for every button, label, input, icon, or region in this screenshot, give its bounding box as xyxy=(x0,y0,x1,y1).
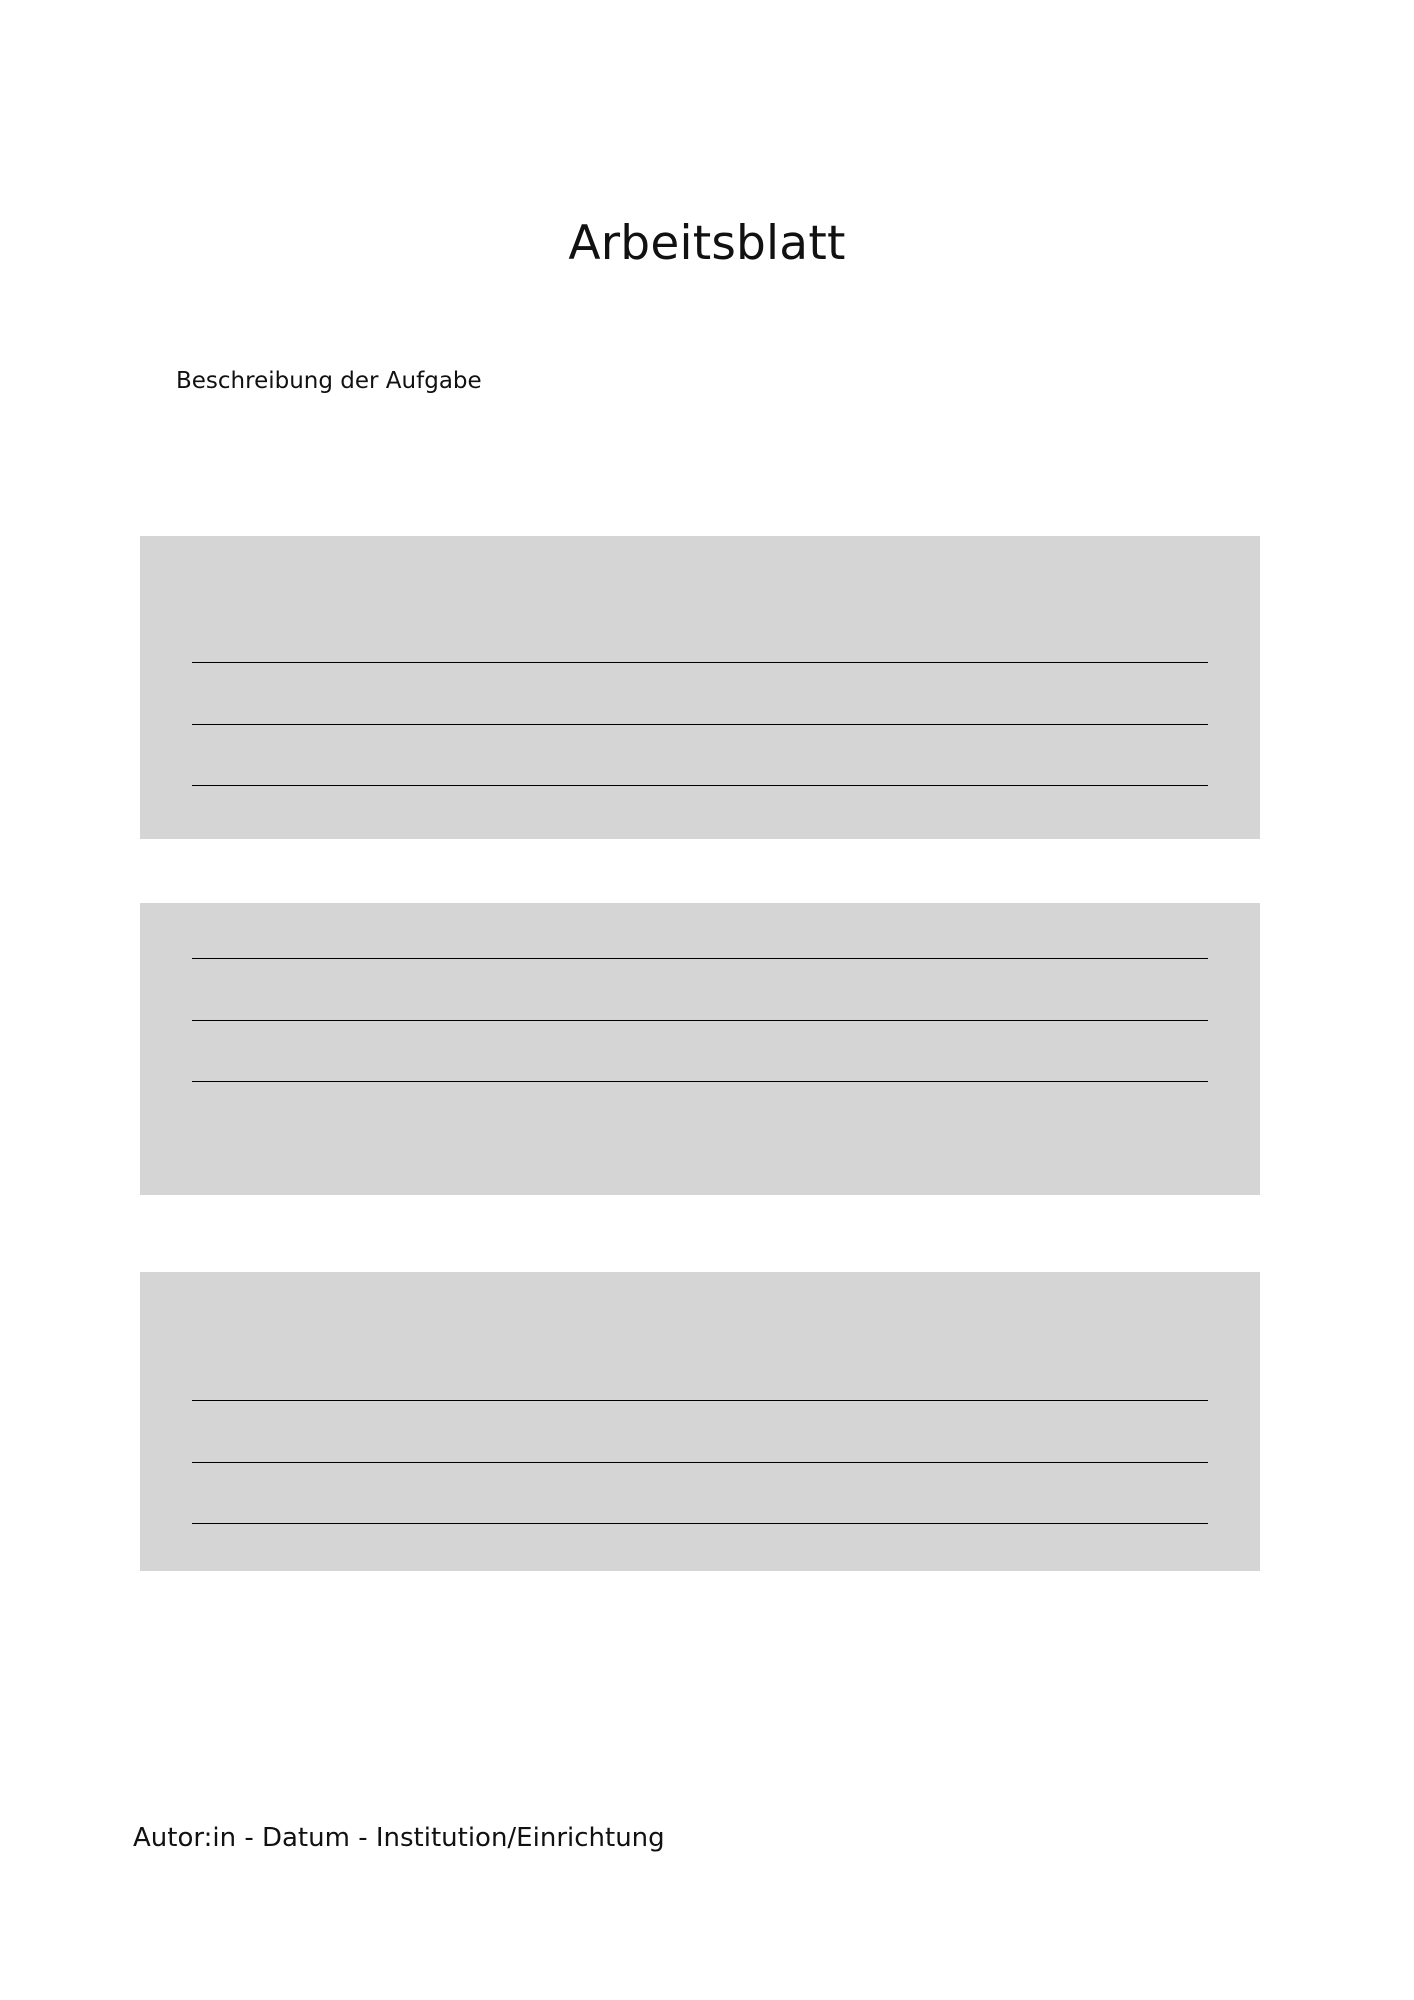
answer-block-3[interactable] xyxy=(140,1272,1260,1571)
answer-block-2[interactable] xyxy=(140,903,1260,1195)
task-description: Beschreibung der Aufgabe xyxy=(176,368,482,394)
writing-line[interactable] xyxy=(192,1462,1208,1463)
answer-block-1[interactable] xyxy=(140,536,1260,839)
page-title: Arbeitsblatt xyxy=(568,216,846,271)
writing-line[interactable] xyxy=(192,785,1208,786)
writing-line[interactable] xyxy=(192,1400,1208,1401)
footer-credits: Autor:in - Datum - Institution/Einrichtung xyxy=(133,1823,665,1853)
writing-line[interactable] xyxy=(192,1081,1208,1082)
writing-line[interactable] xyxy=(192,662,1208,663)
writing-line[interactable] xyxy=(192,958,1208,959)
writing-line[interactable] xyxy=(192,724,1208,725)
writing-line[interactable] xyxy=(192,1020,1208,1021)
writing-line[interactable] xyxy=(192,1523,1208,1524)
